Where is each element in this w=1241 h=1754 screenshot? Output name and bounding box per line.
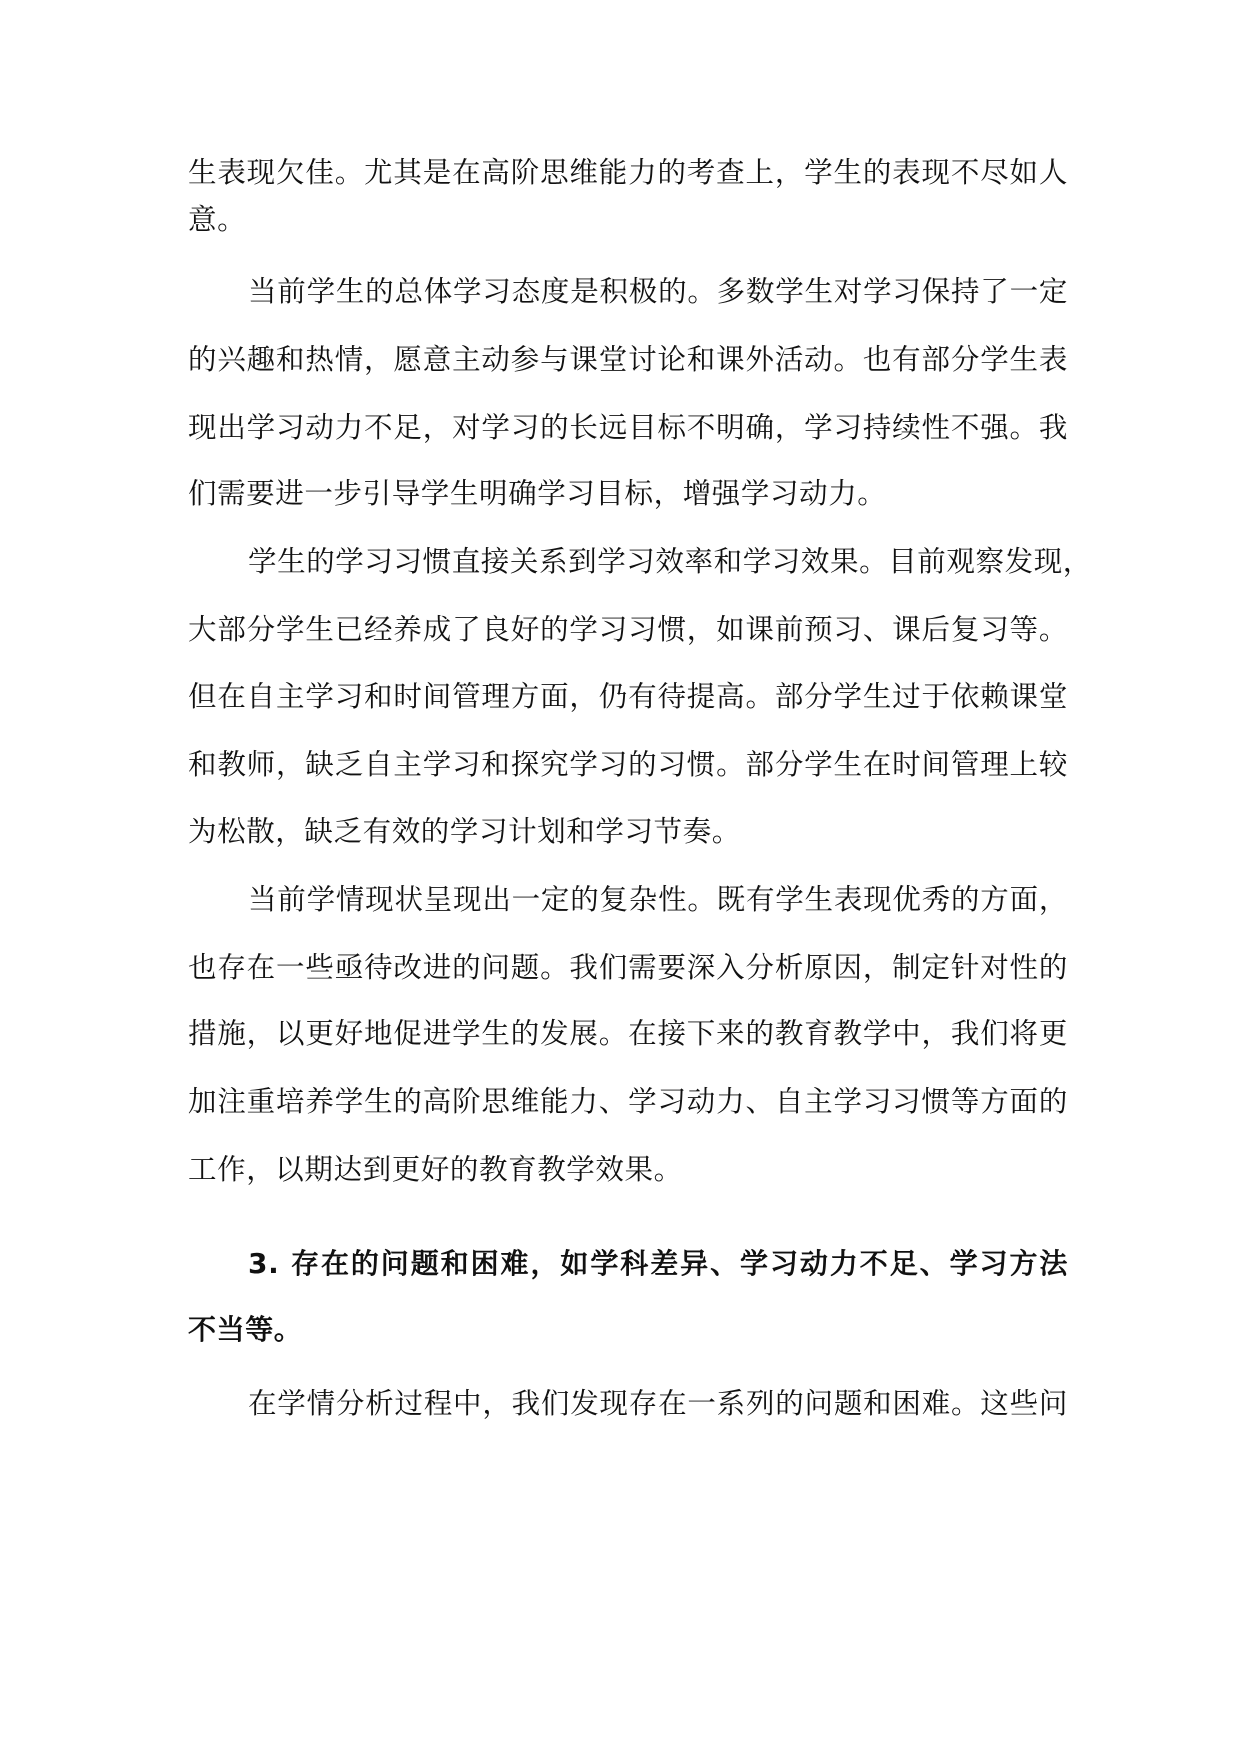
- paragraph-line: 当前学情现状呈现出一定的复杂性。既有学生表现优秀的方面，: [248, 883, 1068, 916]
- paragraph-line: 现出学习动力不足，对学习的长远目标不明确，学习持续性不强。我: [188, 411, 1068, 444]
- paragraph-line: 和教师，缺乏自主学习和探究学习的习惯。部分学生在时间管理上较: [188, 748, 1068, 781]
- paragraph-line: 但在自主学习和时间管理方面，仍有待提高。部分学生过于依赖课堂: [188, 680, 1068, 713]
- paragraph-line: 们需要进一步引导学生明确学习目标，增强学习动力。: [188, 477, 887, 510]
- section-heading: 不当等。: [188, 1313, 303, 1346]
- paragraph-line: 的兴趣和热情，愿意主动参与课堂讨论和课外活动。也有部分学生表: [188, 343, 1068, 376]
- paragraph-line: 当前学生的总体学习态度是积极的。多数学生对学习保持了一定: [248, 275, 1068, 308]
- section-heading: 3. 存在的问题和困难，如学科差异、学习动力不足、学习方法: [248, 1247, 1068, 1280]
- paragraph-line: 在学情分析过程中，我们发现存在一系列的问题和困难。这些问: [248, 1387, 1068, 1420]
- paragraph-line: 意。: [188, 203, 247, 236]
- paragraph-line: 加注重培养学生的高阶思维能力、学习动力、自主学习习惯等方面的: [188, 1085, 1068, 1118]
- paragraph-line: 大部分学生已经养成了良好的学习习惯，如课前预习、课后复习等。: [188, 613, 1068, 646]
- paragraph-line: 为松散，缺乏有效的学习计划和学习节奏。: [188, 815, 741, 848]
- paragraph-line: 学生的学习习惯直接关系到学习效率和学习效果。目前观察发现，: [248, 545, 1092, 578]
- paragraph-line: 工作，以期达到更好的教育教学效果。: [188, 1153, 683, 1186]
- paragraph-line: 生表现欠佳。尤其是在高阶思维能力的考查上，学生的表现不尽如人: [188, 156, 1068, 189]
- paragraph-line: 也存在一些亟待改进的问题。我们需要深入分析原因，制定针对性的: [188, 951, 1068, 984]
- paragraph-line: 措施，以更好地促进学生的发展。在接下来的教育教学中，我们将更: [188, 1017, 1068, 1050]
